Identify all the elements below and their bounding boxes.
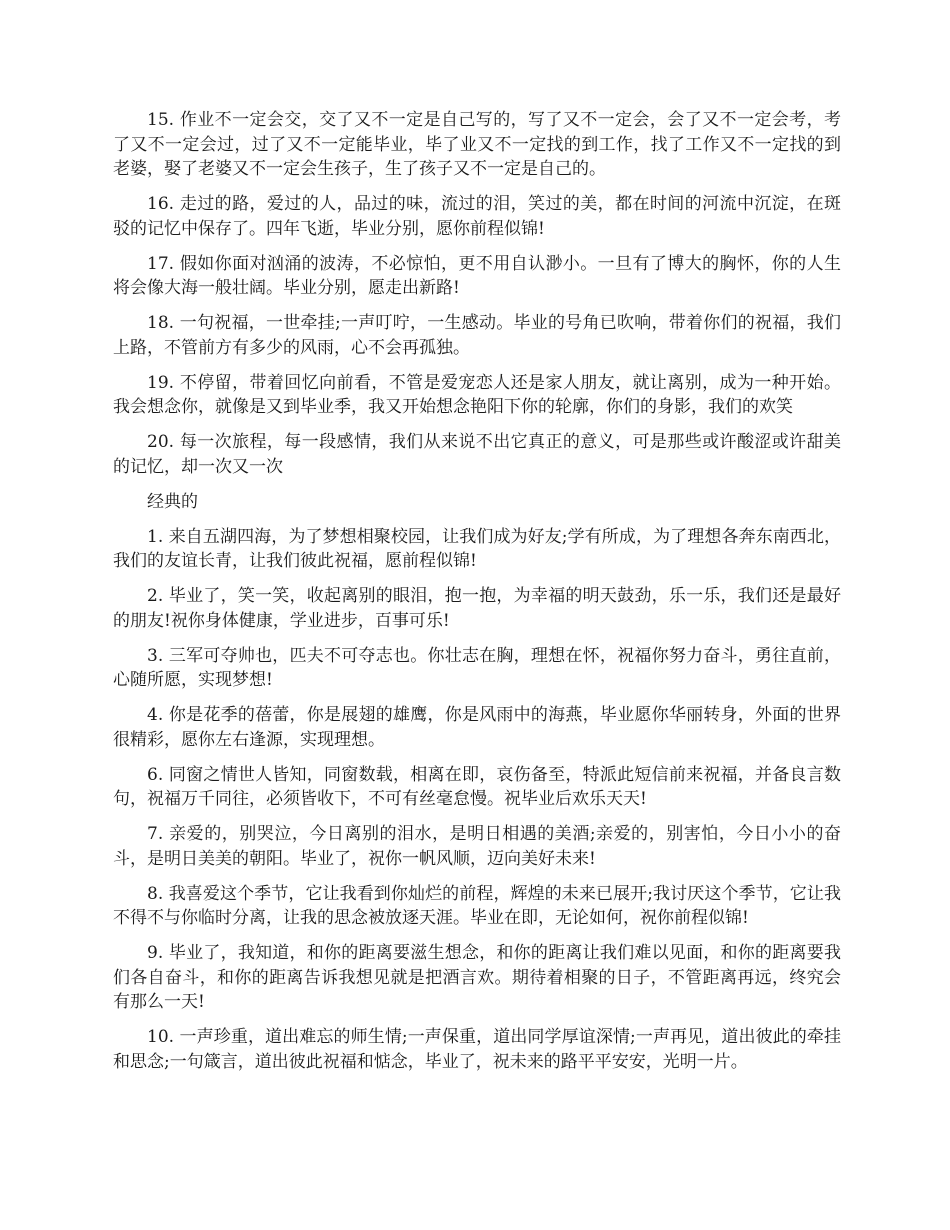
paragraph-7: 7. 亲爱的，别哭泣，今日离别的泪水，是明日相遇的美酒;亲爱的，别害怕，今日小小的奋斗，是明日美美的朝阳。毕业了，祝你一帆风顺，迈向美好未来!	[113, 824, 841, 869]
paragraph-16: 16. 走过的路，爱过的人，品过的味，流过的泪，笑过的美，都在时间的河流中沉淀，在斑驳的记忆中保存了。四年飞逝，毕业分别，愿你前程似锦!	[113, 194, 841, 239]
paragraph-20: 20. 每一次旅程，每一段感情，我们从来说不出它真正的意义，可是那些或许酸涩或许甜美的记忆，却一次又一次	[113, 432, 841, 477]
section-heading-classic: 经典的	[147, 491, 198, 512]
paragraph-19: 19. 不停留，带着回忆向前看，不管是爱宠恋人还是家人朋友，就让离别，成为一种开始。我会想念你，就像是又到毕业季，我又开始想念艳阳下你的轮廓，你们的身影，我们的欢笑	[113, 372, 841, 417]
paragraph-2: 2. 毕业了，笑一笑，收起离别的眼泪，抱一抱，为幸福的明天鼓劲，乐一乐，我们还是最好的朋友!祝你身体健康，学业进步，百事可乐!	[113, 586, 841, 631]
paragraph-8: 8. 我喜爱这个季节，它让我看到你灿烂的前程，辉煌的未来已展开;我讨厌这个季节，它让我不得不与你临时分离，让我的思念被放逐天涯。毕业在即，无论如何，祝你前程似锦!	[113, 883, 841, 928]
document-body	[113, 108, 841, 1085]
paragraph-6: 6. 同窗之情世人皆知，同窗数载，相离在即，哀伤备至，特派此短信前来祝福，并备良言数句，祝福万千同往，必须皆收下，不可有丝毫怠慢。祝毕业后欢乐天天!	[113, 764, 841, 809]
paragraph-3: 3. 三军可夺帅也，匹夫不可夺志也。你壮志在胸，理想在怀，祝福你努力奋斗，勇往直前，心随所愿，实现梦想!	[113, 645, 841, 690]
paragraph-17: 17. 假如你面对汹涌的波涛，不必惊怕，更不用自认渺小。一旦有了博大的胸怀，你的人生将会像大海一般壮阔。毕业分别，愿走出新路!	[113, 253, 841, 298]
paragraph-1: 1. 来自五湖四海，为了梦想相聚校园，让我们成为好友;学有所成，为了理想各奔东南西北，我们的友谊长青，让我们彼此祝福，愿前程似锦!	[113, 526, 841, 571]
paragraph-4: 4. 你是花季的蓓蕾，你是展翅的雄鹰，你是风雨中的海燕，毕业愿你华丽转身，外面的世界很精彩，愿你左右逢源，实现理想。	[113, 705, 841, 750]
paragraph-9: 9. 毕业了，我知道，和你的距离要滋生想念，和你的距离让我们难以见面，和你的距离要我们各自奋斗，和你的距离告诉我想见就是把酒言欢。期待着相聚的日子，不管距离再远，终究会有那么一天!	[113, 943, 841, 1012]
paragraph-15: 15. 作业不一定会交，交了又不一定是自己写的，写了又不一定会，会了又不一定会考，考了又不一定会过，过了又不一定能毕业，毕了业又不一定找的到工作，找了工作又不一定找的到老婆，娶了老婆又不一定会生孩子，生了孩子又不一定是自己的。	[113, 110, 841, 179]
paragraph-18: 18. 一句祝福，一世牵挂;一声叮咛，一生感动。毕业的号角已吹响，带着你们的祝福，我们上路，不管前方有多少的风雨，心不会再孤独。	[113, 313, 841, 358]
paragraph-10: 10. 一声珍重，道出难忘的师生情;一声保重，道出同学厚谊深情;一声再见，道出彼此的牵挂和思念;一句箴言，道出彼此祝福和惦念，毕业了，祝未来的路平平安安，光明一片。	[113, 1027, 841, 1072]
